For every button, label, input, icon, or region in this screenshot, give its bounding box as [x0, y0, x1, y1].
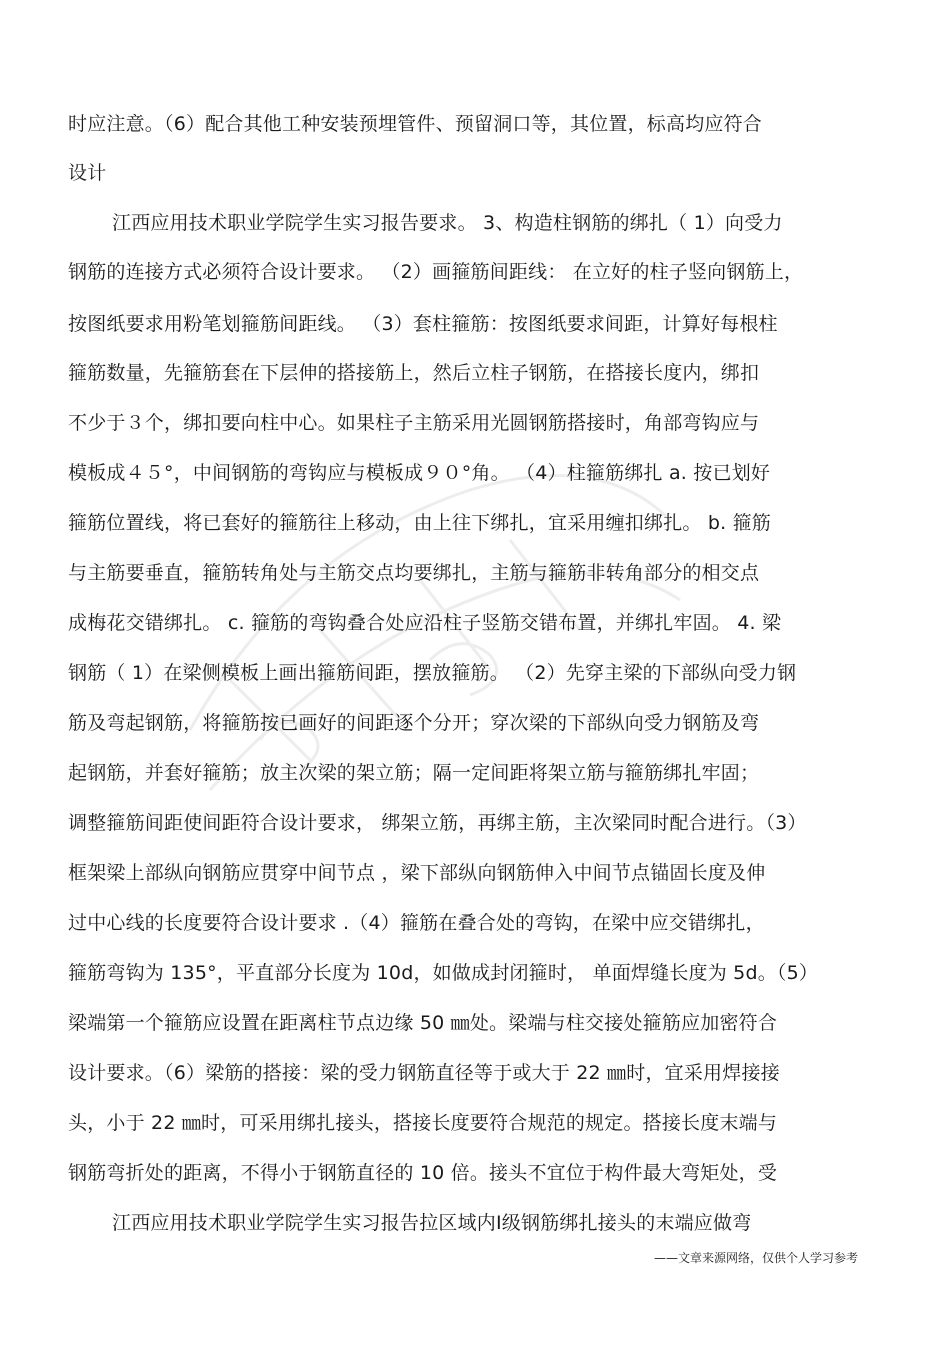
text-line: 模板成４５°，中间钢筋的弯钩应与模板成９０°角。 （4）柱箍筋绑扎 a. 按已划好	[68, 462, 771, 484]
text-line: 筋及弯起钢筋，将箍筋按已画好的间距逐个分开；穿次梁的下部纵向受力钢筋及弯	[68, 712, 760, 734]
source-footnote: ——文章来源网络，仅供个人学习参考	[653, 1251, 858, 1265]
text-line: 梁端第一个箍筋应设置在距离柱节点边缘 50 ㎜处。梁端与柱交接处箍筋应加密符合	[68, 1012, 778, 1034]
text-line: 调整箍筋间距使间距符合设计要求， 绑架立筋，再绑主筋，主次梁同时配合进行。（3）	[68, 812, 807, 834]
text-line: 箍筋位置线，将已套好的箍筋往上移动，由上往下绑扎，宜采用缠扣绑扎。 b. 箍筋	[68, 512, 771, 534]
watermark-stamp	[170, 430, 690, 850]
text-line: 头，小于 22 ㎜时，可采用绑扎接头，搭接长度要符合规范的规定。搭接长度末端与	[68, 1112, 778, 1134]
text-line: 不少于３个，绑扣要向柱中心。如果柱子主筋采用光圆钢筋搭接时，角部弯钩应与	[68, 412, 760, 434]
text-line: 钢筋弯折处的距离，不得小于钢筋直径的 10 倍。接头不宜位于构件最大弯矩处，受	[68, 1162, 778, 1184]
text-line: 箍筋弯钩为 135°，平直部分长度为 10d，如做成封闭箍时， 单面焊缝长度为 5d。（5）	[68, 962, 819, 984]
text-line: 箍筋数量，先箍筋套在下层伸的搭接筋上，然后立柱子钢筋，在搭接长度内，绑扣	[68, 362, 760, 384]
text-line: 框架梁上部纵向钢筋应贯穿中间节点 ，梁下部纵向钢筋伸入中间节点锚固长度及伸	[68, 862, 766, 884]
text-line: 过中心线的长度要符合设计要求 .（4）箍筋在叠合处的弯钩，在梁中应交错绑扎，	[68, 912, 765, 934]
text-line: 钢筋的连接方式必须符合设计要求。 （2）画箍筋间距线： 在立好的柱子竖向钢筋上，	[68, 261, 804, 283]
text-line: 设计	[68, 162, 107, 184]
text-line: 时应注意。（6）配合其他工种安装预埋管件、预留洞口等，其位置，标高均应符合	[68, 113, 762, 135]
text-line: 江西应用技术职业学院学生实习报告拉区域内Ⅰ级钢筋绑扎接头的末端应做弯	[112, 1212, 752, 1234]
text-line: 起钢筋，并套好箍筋；放主次梁的架立筋；隔一定间距将架立筋与箍筋绑扎牢固；	[68, 762, 760, 784]
text-line: 江西应用技术职业学院学生实习报告要求。 3、构造柱钢筋的绑扎（ 1）向受力	[112, 212, 783, 234]
text-line: 钢筋（ 1）在梁侧模板上画出箍筋间距，摆放箍筋。 （2）先穿主梁的下部纵向受力钢	[68, 662, 797, 684]
text-line: 与主筋要垂直，箍筋转角处与主筋交点均要绑扎，主筋与箍筋非转角部分的相交点	[68, 562, 760, 584]
text-line: 成梅花交错绑扎。 c. 箍筋的弯钩叠合处应沿柱子竖筋交错布置，并绑扎牢固。 4. 梁	[68, 612, 782, 634]
text-line: 按图纸要求用粉笔划箍筋间距线。 （3）套柱箍筋：按图纸要求间距，计算好每根柱	[68, 313, 778, 335]
text-line: 设计要求。（6）梁筋的搭接：梁的受力钢筋直径等于或大于 22 ㎜时，宜采用焊接接	[68, 1062, 780, 1084]
